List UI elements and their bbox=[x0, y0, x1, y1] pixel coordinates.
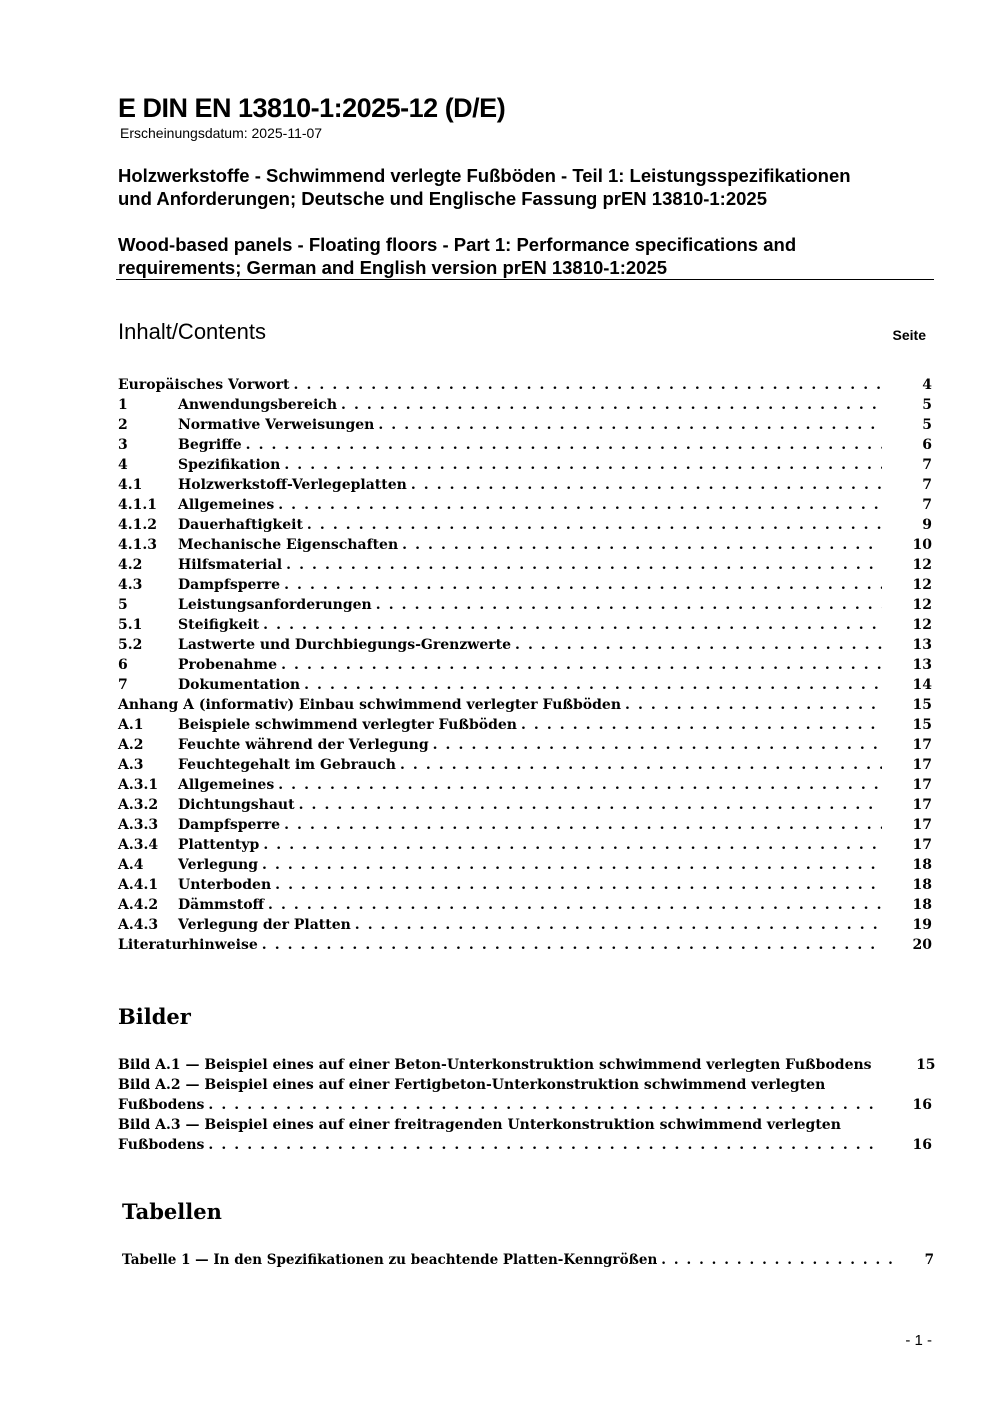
toc-entry-number: A.4 bbox=[118, 857, 144, 873]
toc-entry-title: Anhang A (informativ) Einbau schwimmend verlegter Fußböden bbox=[118, 697, 622, 713]
table-entry-page: 7 bbox=[924, 1252, 934, 1268]
figure-entry[interactable] bbox=[118, 1055, 936, 1075]
toc-entry-number: 5.2 bbox=[118, 637, 143, 653]
toc-entry-title: Dokumentation bbox=[178, 677, 301, 693]
toc-entry-title: Anwendungsbereich bbox=[178, 397, 337, 413]
toc-entry-page: 4 bbox=[922, 377, 932, 393]
toc-entry-number: 3 bbox=[118, 437, 128, 453]
toc-entry-title: Feuchte während der Verlegung bbox=[178, 737, 429, 753]
publication-date: Erscheinungsdatum: 2025-11-07 bbox=[120, 125, 323, 141]
toc-entry[interactable] bbox=[118, 915, 932, 935]
dot-leader bbox=[661, 1250, 898, 1270]
toc-entry-title: Steifigkeit bbox=[178, 617, 260, 633]
toc-entry-title: Lastwerte und Durchbiegungs-Grenzwerte bbox=[178, 637, 511, 653]
toc-entry-page: 10 bbox=[912, 537, 932, 553]
toc-entry-page: 5 bbox=[922, 397, 932, 413]
toc-entry-title: Dauerhaftigkeit bbox=[178, 517, 303, 533]
dot-leader bbox=[625, 695, 882, 715]
figure-entry[interactable] bbox=[118, 1075, 932, 1115]
toc-entry-title: Hilfsmaterial bbox=[178, 557, 283, 573]
figure-title-continued: Fußbodens bbox=[118, 1137, 205, 1153]
toc-entry[interactable] bbox=[118, 515, 932, 535]
toc-entry-title: Begriffe bbox=[178, 437, 242, 453]
toc-entry-title: Verlegung bbox=[178, 857, 259, 873]
toc-entry-title: Mechanische Eigenschaften bbox=[178, 537, 399, 553]
toc-entry-number: 5 bbox=[118, 597, 128, 613]
toc-entry-number: A.2 bbox=[118, 737, 144, 753]
toc-entry[interactable] bbox=[118, 555, 932, 575]
toc-entry-title: Spezifikation bbox=[178, 457, 281, 473]
dot-leader bbox=[278, 775, 882, 795]
dot-leader bbox=[304, 675, 882, 695]
toc-entry-page: 6 bbox=[922, 437, 932, 453]
figures-heading: Bilder bbox=[118, 1004, 191, 1029]
toc-entry-title: Allgemeines bbox=[178, 777, 275, 793]
toc-entry[interactable] bbox=[118, 655, 932, 675]
toc-entry-page: 17 bbox=[912, 817, 932, 833]
title-german-line-2: und Anforderungen; Deutsche und Englische Fassung prEN 13810-1:2025 bbox=[118, 188, 767, 209]
toc-entry-page: 12 bbox=[912, 597, 932, 613]
dot-leader bbox=[284, 455, 882, 475]
toc-entry-page: 17 bbox=[912, 837, 932, 853]
dot-leader bbox=[433, 735, 882, 755]
toc-entry[interactable] bbox=[118, 735, 932, 755]
toc-entry-page: 7 bbox=[922, 477, 932, 493]
toc-entry-number: 4.3 bbox=[118, 577, 143, 593]
toc-entry-title: Europäisches Vorwort bbox=[118, 377, 290, 393]
list-of-figures bbox=[118, 1055, 936, 1155]
dot-leader bbox=[402, 535, 882, 555]
toc-entry-title: Unterboden bbox=[178, 877, 272, 893]
dot-leader bbox=[294, 375, 882, 395]
toc-entry-title: Probenahme bbox=[178, 657, 278, 673]
toc-entry-page: 13 bbox=[912, 657, 932, 673]
toc-entry[interactable] bbox=[118, 935, 932, 955]
toc-entry-page: 7 bbox=[922, 497, 932, 513]
toc-entry-number: A.3.3 bbox=[118, 817, 159, 833]
toc-entry-title: Literaturhinweise bbox=[118, 937, 258, 953]
dot-leader bbox=[400, 755, 882, 775]
dot-leader bbox=[208, 1095, 882, 1115]
toc-entry-title: Verlegung der Platten bbox=[178, 917, 351, 933]
figure-title-continued: Fußbodens bbox=[118, 1097, 205, 1113]
figure-title: Bild A.3 — Beispiel eines auf einer freitragenden Unterkonstruktion schwimmend verlegten bbox=[118, 1117, 841, 1133]
dot-leader bbox=[268, 895, 882, 915]
tables-heading: Tabellen bbox=[122, 1199, 222, 1224]
table-entry-title: Tabelle 1 — In den Spezifikationen zu beachtende Platten-Kenngrößen bbox=[122, 1252, 658, 1268]
dot-leader bbox=[208, 1135, 882, 1155]
toc-entry-number: A.4.3 bbox=[118, 917, 159, 933]
dot-leader bbox=[378, 415, 882, 435]
toc-entry[interactable] bbox=[118, 395, 932, 415]
toc-entry-page: 9 bbox=[922, 517, 932, 533]
toc-entry-title: Dampfsperre bbox=[178, 577, 281, 593]
figure-title: Bild A.1 — Beispiel eines auf einer Beton-Unterkonstruktion schwimmend verlegten Fußbodens bbox=[118, 1057, 872, 1073]
toc-entry-number: 4.1.2 bbox=[118, 517, 157, 533]
toc-entry[interactable] bbox=[118, 755, 932, 775]
dot-leader bbox=[263, 615, 882, 635]
toc-entry-title: Plattentyp bbox=[178, 837, 260, 853]
toc-entry-page: 18 bbox=[912, 897, 932, 913]
toc-entry-number: 5.1 bbox=[118, 617, 143, 633]
toc-entry[interactable] bbox=[118, 895, 932, 915]
toc-entry-title: Holzwerkstoff-Verlegeplatten bbox=[178, 477, 407, 493]
toc-entry[interactable] bbox=[118, 455, 932, 475]
toc-entry-number: A.3.4 bbox=[118, 837, 159, 853]
toc-entry-page: 17 bbox=[912, 797, 932, 813]
title-german bbox=[118, 164, 928, 210]
toc-entry-page: 5 bbox=[922, 417, 932, 433]
toc-entry-number: A.1 bbox=[118, 717, 144, 733]
dot-leader bbox=[286, 555, 882, 575]
toc-entry-number: 1 bbox=[118, 397, 128, 413]
table-of-contents bbox=[118, 375, 932, 955]
title-german-line-1: Holzwerkstoffe - Schwimmend verlegte Fußböden - Teil 1: Leistungsspezifikationen bbox=[118, 165, 851, 186]
toc-entry-page: 14 bbox=[912, 677, 932, 693]
toc-entry-number: 4.2 bbox=[118, 557, 143, 573]
toc-entry[interactable] bbox=[118, 715, 932, 735]
dot-leader bbox=[307, 515, 882, 535]
toc-entry-number: A.3 bbox=[118, 757, 144, 773]
toc-entry-title: Normative Verweisungen bbox=[178, 417, 375, 433]
table-entry[interactable] bbox=[122, 1250, 934, 1270]
toc-entry[interactable] bbox=[118, 575, 932, 595]
toc-entry-page: 18 bbox=[912, 857, 932, 873]
page-column-label: Seite bbox=[892, 327, 926, 343]
toc-entry-page: 17 bbox=[912, 777, 932, 793]
toc-entry[interactable] bbox=[118, 775, 932, 795]
dot-leader bbox=[246, 435, 882, 455]
list-of-tables bbox=[122, 1250, 934, 1270]
toc-entry[interactable] bbox=[118, 795, 932, 815]
dot-leader bbox=[376, 595, 882, 615]
figure-page: 16 bbox=[912, 1097, 932, 1113]
dot-leader bbox=[355, 915, 882, 935]
dot-leader bbox=[521, 715, 882, 735]
dot-leader bbox=[281, 655, 882, 675]
header-divider bbox=[116, 279, 934, 280]
title-english bbox=[118, 233, 928, 279]
toc-entry-title: Beispiele schwimmend verlegter Fußböden bbox=[178, 717, 517, 733]
toc-entry[interactable] bbox=[118, 535, 932, 555]
title-english-line-2: requirements; German and English version prEN 13810-1:2025 bbox=[118, 257, 668, 278]
figure-page: 15 bbox=[916, 1057, 936, 1073]
toc-entry-page: 12 bbox=[912, 577, 932, 593]
dot-leader bbox=[515, 635, 882, 655]
toc-entry-page: 12 bbox=[912, 557, 932, 573]
toc-entry-title: Allgemeines bbox=[178, 497, 275, 513]
toc-entry[interactable] bbox=[118, 875, 932, 895]
toc-entry-title: Dichtungshaut bbox=[178, 797, 295, 813]
dot-leader bbox=[263, 835, 882, 855]
toc-entry-number: A.4.2 bbox=[118, 897, 159, 913]
toc-entry-page: 18 bbox=[912, 877, 932, 893]
toc-entry[interactable] bbox=[118, 815, 932, 835]
toc-entry[interactable] bbox=[118, 475, 932, 495]
figure-entry[interactable] bbox=[118, 1115, 932, 1155]
dot-leader bbox=[341, 395, 882, 415]
toc-entry-page: 17 bbox=[912, 757, 932, 773]
toc-entry[interactable] bbox=[118, 495, 932, 515]
dot-leader bbox=[284, 575, 882, 595]
toc-entry-page: 20 bbox=[912, 937, 932, 953]
page-number: - 1 - bbox=[905, 1332, 932, 1349]
dot-leader bbox=[299, 795, 882, 815]
toc-entry[interactable] bbox=[118, 855, 932, 875]
toc-entry-number: 4.1.1 bbox=[118, 497, 157, 513]
toc-entry-number: 4.1 bbox=[118, 477, 143, 493]
toc-entry[interactable] bbox=[118, 695, 932, 715]
toc-entry-number: 4 bbox=[118, 457, 128, 473]
toc-entry-page: 17 bbox=[912, 737, 932, 753]
toc-entry[interactable] bbox=[118, 415, 932, 435]
toc-entry-page: 19 bbox=[912, 917, 932, 933]
document-id: E DIN EN 13810-1:2025-12 (D/E) bbox=[118, 93, 506, 123]
toc-entry-number: 6 bbox=[118, 657, 128, 673]
toc-entry-number: 7 bbox=[118, 677, 128, 693]
figure-page: 16 bbox=[912, 1137, 932, 1153]
toc-entry[interactable] bbox=[118, 615, 932, 635]
dot-leader bbox=[284, 815, 882, 835]
toc-entry[interactable] bbox=[118, 635, 932, 655]
toc-entry[interactable] bbox=[118, 835, 932, 855]
toc-entry-number: A.3.1 bbox=[118, 777, 159, 793]
toc-entry-page: 15 bbox=[912, 697, 932, 713]
toc-entry-page: 13 bbox=[912, 637, 932, 653]
title-english-line-1: Wood-based panels - Floating floors - Part 1: Performance specifications and bbox=[118, 234, 797, 255]
toc-entry-number: 2 bbox=[118, 417, 128, 433]
dot-leader bbox=[275, 875, 882, 895]
dot-leader bbox=[278, 495, 882, 515]
contents-heading: Inhalt/Contents bbox=[118, 319, 266, 344]
dot-leader bbox=[411, 475, 882, 495]
toc-entry-title: Feuchtegehalt im Gebrauch bbox=[178, 757, 396, 773]
toc-entry-number: 4.1.3 bbox=[118, 537, 157, 553]
toc-entry-number: A.3.2 bbox=[118, 797, 159, 813]
toc-entry-number: A.4.1 bbox=[118, 877, 159, 893]
toc-entry[interactable] bbox=[118, 675, 932, 695]
toc-entry[interactable] bbox=[118, 375, 932, 395]
toc-entry[interactable] bbox=[118, 435, 932, 455]
toc-entry-title: Dampfsperre bbox=[178, 817, 281, 833]
toc-entry-page: 15 bbox=[912, 717, 932, 733]
toc-entry-page: 7 bbox=[922, 457, 932, 473]
toc-entry[interactable] bbox=[118, 595, 932, 615]
dot-leader bbox=[262, 855, 882, 875]
toc-entry-page: 12 bbox=[912, 617, 932, 633]
toc-entry-title: Leistungsanforderungen bbox=[178, 597, 372, 613]
dot-leader bbox=[262, 935, 882, 955]
figure-title: Bild A.2 — Beispiel eines auf einer Fertigbeton-Unterkonstruktion schwimmend verlegten bbox=[118, 1077, 826, 1093]
toc-entry-title: Dämmstoff bbox=[178, 897, 265, 913]
